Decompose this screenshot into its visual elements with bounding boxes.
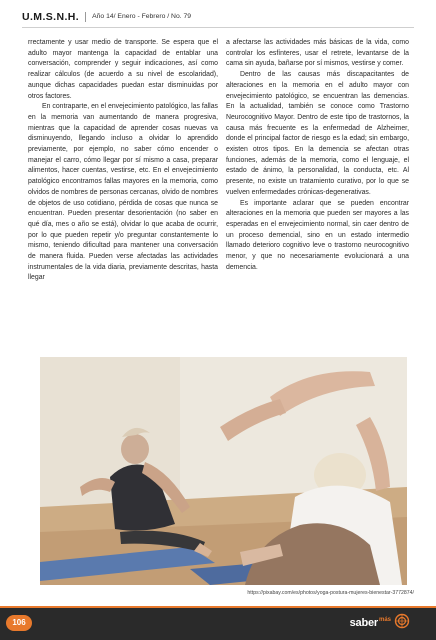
article-paragraph: En contraparte, en el envejecimiento patológico, las fallas en la memoria van aumentando de manera progresiva, mientras que la capacidad de aprender cosas nuevas va disminuyendo, llegando incluso a olvidar lo aprendido previamente, por ejemplo, no saber cómo encender o manejar el carro, cómo llegar por sí mismo a casa, preparar alimentos, hacer cuentas, vestirse, etc. En el envejecimiento patológico encontramos fallas mayores en la memoria, como olvidos de nombres de personas cercanas, olvido de nombres de objetos de uso cotidiano, pérdida de cosas que nunca se encuentran. Pueden presentar desorientación (no saber en qué día, mes o año se está), olvidar lo que acaba de ocurrir, por lo que pueden repetir y/o preguntar constantemente lo mismo, teniendo dificultad para mantener una conversación de manera fluida. Pueden verse afectadas las actividades instrumentales de la vida diaria, previamente descritas, hasta llegar — [28, 103, 218, 282]
issue-info: Año 14/ Enero - Febrero / No. 79 — [85, 12, 191, 22]
article-column-right — [226, 38, 409, 273]
publication-brand: U.M.S.N.H. — [22, 11, 80, 23]
header-divider — [22, 27, 414, 28]
article-paragraph: Es importante aclarar que se pueden encontrar alteraciones en la memoria que pueden ser mayores a las esperadas en el envejecimiento normal, sin caer dentro de un proceso demencial, sino en un estado intermedio llamado deterioro cognitivo leve o trastorno neurocognitivo menor, y que no necesariamente evolucionará a una demencia. — [226, 199, 409, 271]
article-column-left — [28, 38, 218, 284]
page-footer — [0, 606, 436, 640]
masthead — [22, 10, 191, 24]
saber-mas-logo — [350, 614, 410, 632]
page-number: 106 — [6, 615, 32, 631]
article-paragraph: Dentro de las causas más discapacitantes de alteraciones en la memoria en el adulto mayor con envejecimiento patológico, se encuentran las demencias. En la actualidad, también se conoce como Trastorno Neurocognitivo Mayor. Dentro de este tipo de trastornos, la causa más frecuente es la enfermedad de Alzheimer, donde el principal factor de riesgo es la edad; sin embargo, existen otros tipos. En la demencia se afectan otras funciones, además de la memoria, como el lenguaje, el estado de ánimo, la personalidad, la conducta, etc. Al presente, no existe un tratamiento curativo, por lo que se vuelven enfermedades crónicas-degenerativas. — [226, 71, 409, 196]
logo-wordmark: saber — [349, 617, 378, 629]
yoga-class-photo — [40, 357, 407, 585]
logo-circles-icon — [394, 613, 410, 634]
photo-credit: https://pixabay.com/es/photos/yoga-postura-mujeres-bienestar-3772874/ — [247, 590, 414, 596]
article-paragraph: a afectarse las actividades más básicas de la vida, como controlar los esfínteres, usar el retrete, levantarse de la cama sin ayuda, bañarse por sí mismos, vestirse y comer. — [226, 39, 409, 68]
article-paragraph: rrectamente y usar medio de transporte. Se espera que el adulto mayor mantenga la capacidad de entablar una conversación, comprender y seguir indicaciones, así como realizar cálculos (de acuerdo a su nivel de escolaridad), aunque dichas capacidades puedan estar disminuidas por otros factores. — [28, 39, 218, 100]
logo-superscript: más — [378, 617, 391, 623]
footer-accent-rule — [0, 606, 436, 608]
